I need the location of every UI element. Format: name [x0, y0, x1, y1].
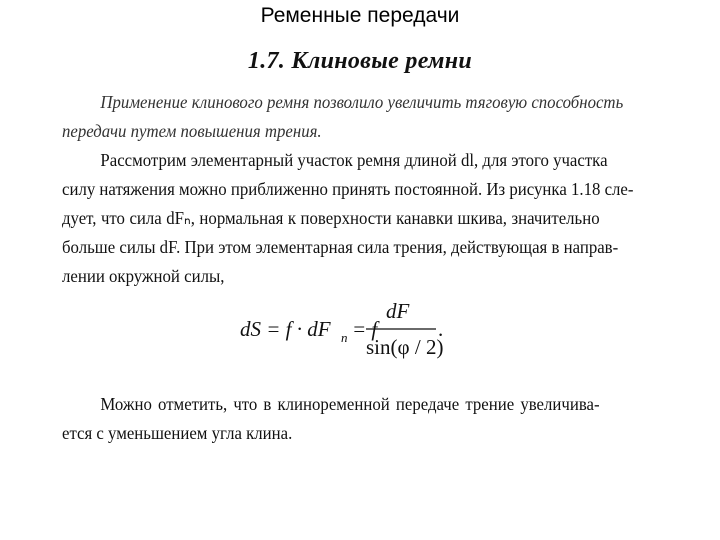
intro-line-1: Применение клинового ремня позволило увеличить тяговую способность [100, 92, 624, 112]
conclusion-line-1: Можно отметить, что в клиноременной передаче трение увеличива- [100, 394, 600, 414]
intro-paragraph [62, 88, 624, 146]
main-paragraph [62, 146, 634, 291]
intro-line-2: передачи путем повышения трения. [62, 121, 322, 141]
main-line-3: дует, что сила dFₙ, нормальная к поверхности канавки шкива, значительно [62, 208, 600, 228]
formula-denominator: sin(φ / 2) [366, 335, 444, 359]
conclusion-paragraph [62, 390, 600, 448]
section-heading: 1.7. Клиновые ремни [247, 48, 473, 74]
main-line-5: лении окружной силы, [62, 266, 225, 286]
formula-numerator: dF [386, 300, 410, 323]
formula-middle: = f [352, 317, 378, 341]
main-line-1: Рассмотрим элементарный участок ремня длиной dl, для этого участка [100, 150, 608, 170]
friction-formula [0, 300, 720, 364]
formula-trailing: . [438, 317, 444, 341]
formula-subscript: n [341, 330, 348, 345]
conclusion-line-2: ется с уменьшением угла клина. [62, 423, 293, 443]
main-line-2: силу натяжения можно приближенно принять постоянной. Из рисунка 1.18 сле- [62, 179, 634, 199]
formula-lhs: dS = f · dF [240, 317, 331, 341]
slide-title: Ременные передачи [260, 4, 460, 27]
main-line-4: больше силы dF. При этом элементарная сила трения, действующая в направ- [62, 237, 619, 257]
